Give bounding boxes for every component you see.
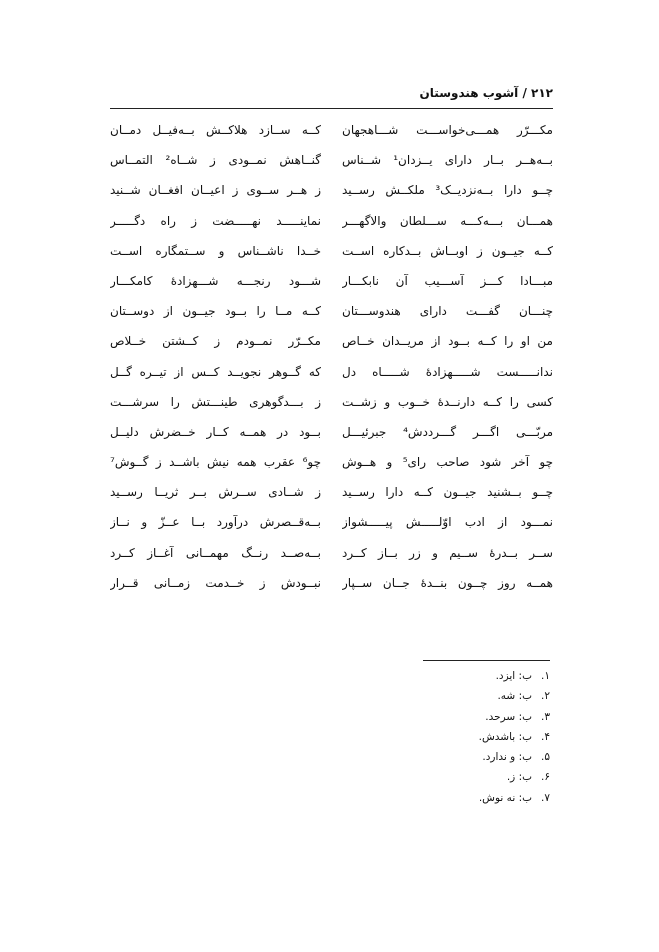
footnote [300,711,550,731]
footnote-text: ب: نه نوش. [478,791,532,804]
hemistich-left: شـــود رنجـــه شـــهزادهٔ کامکـــار [110,273,321,288]
couplet [110,299,553,329]
running-header: ۲۱۲ / آشوب هندوستان [419,86,553,100]
footnote-text: ب: ایزد. [495,670,532,682]
footnote-text: ب: باشدش. [478,730,532,743]
couplet [110,329,553,359]
hemistich-left: که گــوهر نجویــد کــس از تیــره گــل [110,364,321,379]
hemistich-left: خــدا ناشــناس و ســتمگاره اســت [110,243,321,258]
hemistich-right: همــه روز چــون بنــدهٔ جــان ســپار [342,575,553,590]
poem-body [110,118,553,608]
hemistich-left: مکــرّر نمــودم ز کــشتن خــلاص [110,334,321,349]
hemistich-right: بــه‌هــر بــار دارای یــزدان¹ شــناس [342,153,553,168]
footnote-number: ۳. [541,710,550,723]
hemistich-left: ز شــادی ســرش بــر ثریــا رســید [110,485,321,500]
footnote-text: ب: و ندارد. [482,751,532,764]
hemistich-left: کــه مــا را بــود جیــون از دوســتان [110,304,321,319]
hemistich-right: کسی را کــه دارنــدهٔ خــوب و زشــت [342,394,553,409]
couplet [110,541,553,571]
footnote-number: ۵. [541,751,550,764]
footnote [300,751,550,771]
footnote-text: ب: سرحد. [485,710,532,723]
hemistich-left: ز بـــدگوهری طینـــتش را سرشـــت [110,394,321,409]
hemistich-left: بــود در همــه کــار خــضرش دلیــل [110,424,321,439]
couplet [110,390,553,420]
hemistich-right: چو آخر شود صاحب رای⁵ و هــوش [342,455,553,470]
hemistich-right: نمـــود از ادب اوّلـــــش پیـــــشواز [342,515,553,530]
hemistich-right: ســر بــدرهٔ ســیم و زر بــاز کــرد [342,545,553,560]
footnote-divider [423,660,550,661]
couplet [110,269,553,299]
footnote [300,670,550,690]
footnote-text: ب: ز. [506,771,532,784]
hemistich-right: چــو دارا بــه‌نزدیــک³ ملکــش رســید [342,183,553,198]
couplet [110,571,553,601]
footnote-number: ۱. [541,670,550,682]
couplet [110,450,553,480]
couplet [110,360,553,390]
header-divider [110,108,553,109]
footnote-text: ب: شه. [497,690,532,703]
footnote-number: ۶. [541,771,550,784]
hemistich-right: چــو بــشنید جیــون کــه دارا رســید [342,485,553,500]
hemistich-left: گنــاهش نمــودی ز شــاه² التمــاس [110,153,321,168]
footnote [300,731,550,751]
hemistich-right: کــه جیــون ز اوبــاش بــدکاره اســت [342,243,553,258]
hemistich-right: همـــان بـــه‌کـــه ســـلطان والاگهـــر [342,213,553,228]
hemistich-left: نماینـــــد نهـــــضت ز راه دگـــــر [110,213,321,228]
hemistich-right: من او را کــه بــود از مریــدان خــاص [342,334,553,349]
couplet [110,178,553,208]
footnote-number: ۲. [541,690,550,703]
hemistich-left: کــه ســازد هلاکــش بــه‌فیــل دمــان [110,123,321,137]
footnote-number: ۴. [541,730,550,743]
hemistich-left: نبــودش ز خــدمت زمــانی قــرار [110,575,321,590]
footnote-number: ۷. [541,791,550,804]
couplet [110,148,553,178]
couplet [110,239,553,269]
hemistich-right: ندانـــــست شـــــهزادهٔ شـــــاه دل [342,364,553,379]
couplet [110,510,553,540]
couplet [110,480,553,510]
hemistich-left: بــه‌صــد رنــگ مهمــانی آغــاز کــرد [110,545,321,560]
hemistich-left: بــه‌قــصرش درآورد بــا عــزّ و نــاز [110,515,321,530]
hemistich-right: چنـــان گفـــت دارای هندوســـتان [342,304,553,319]
footnote [300,771,550,791]
footnote [300,792,550,812]
hemistich-right: مبـــادا کـــز آســـیب آن نابکـــار [342,273,553,288]
couplet [110,209,553,239]
footnotes [300,670,550,812]
couplet [110,118,553,148]
hemistich-left: ز هــر ســوی ز اعیــان افغــان شــنید [110,183,321,198]
hemistich-left: چو⁶ عقرب همه نیش باشــد ز گــوش⁷ [110,455,321,470]
couplet [110,420,553,450]
footnote [300,690,550,710]
hemistich-right: مکـــرّر همـــی‌خواســـت شـــاهجهان [342,123,553,137]
hemistich-right: مربّـــی اگـــر گـــرددش⁴ جبرئیـــل [342,424,553,439]
